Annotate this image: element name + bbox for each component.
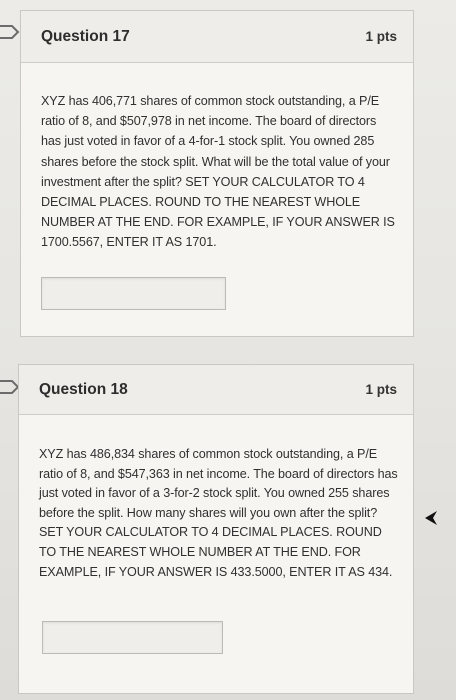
- question-card-18: [18, 364, 414, 694]
- question-header: [21, 11, 413, 63]
- question-title: Question 18: [39, 380, 128, 398]
- answer-input[interactable]: [41, 277, 226, 310]
- question-points: 1 pts: [365, 29, 397, 44]
- mouse-pointer-icon: [424, 510, 438, 526]
- answer-input[interactable]: [42, 621, 223, 654]
- question-title: Question 17: [41, 27, 130, 45]
- question-text: XYZ has 486,834 shares of common stock outstanding, a P/E ratio of 8, and $547,363 in net income. The board of directors has just voted in favor of a 3-for-2 stock split. You owned 255 shares before the split. How many shares will you own after the split? SET YOUR CALCULATOR TO 4 DECIMAL PLACES. ROUND TO THE NEAREST WHOLE NUMBER AT THE END. FOR EXAMPLE, IF YOUR ANSWER IS 433.5000, ENTER IT AS 434.: [39, 447, 398, 579]
- question-points: 1 pts: [365, 382, 397, 397]
- flag-tab-icon[interactable]: [0, 23, 22, 41]
- question-text: XYZ has 406,771 shares of common stock outstanding, a P/E ratio of 8, and $507,978 in net income. The board of directors has just voted in favor of a 4-for-1 stock split. You owned 285 shares before the stock split. What will be the total value of your investment after the split? SET YOUR CALCULATOR TO 4 DECIMAL PLACES. ROUND TO THE NEAREST WHOLE NUMBER AT THE END. FOR EXAMPLE, IF YOUR ANSWER IS 1700.5567, ENTER IT AS 1701.: [41, 94, 395, 250]
- question-card-17: [20, 10, 414, 337]
- question-header: [19, 365, 413, 415]
